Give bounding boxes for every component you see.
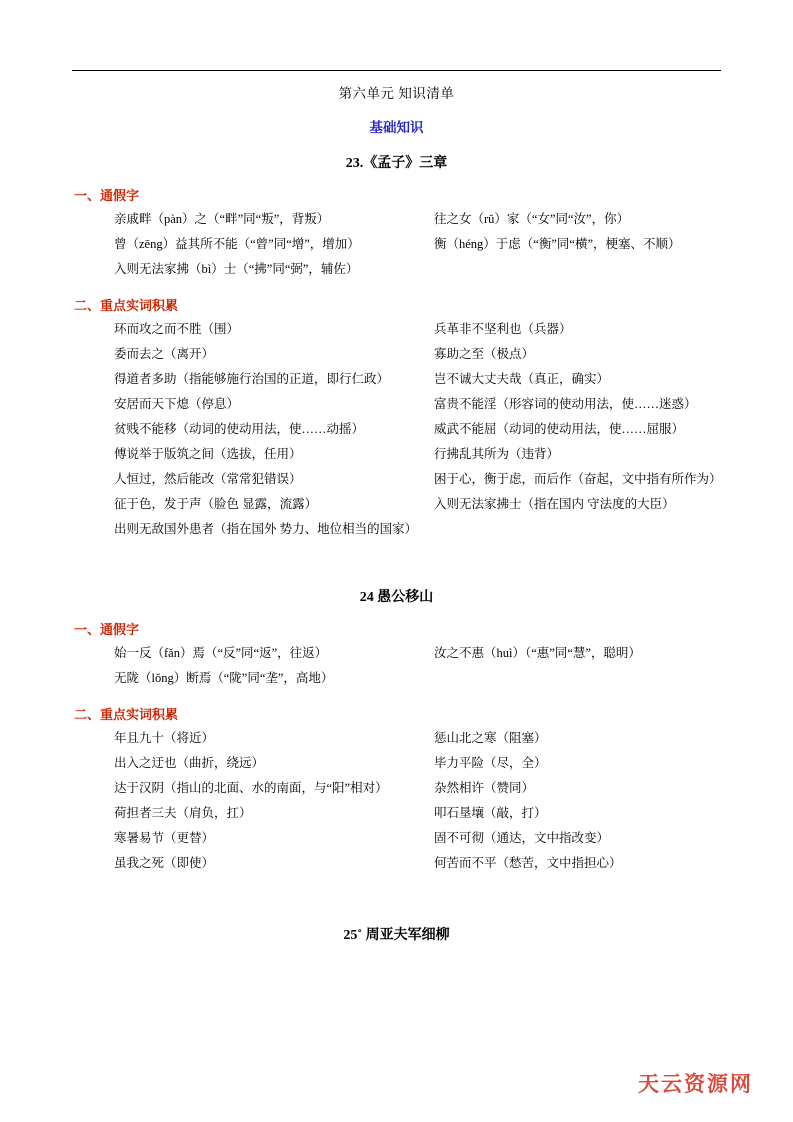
- entry-right: 惩山北之寒（阻塞）: [434, 731, 547, 745]
- entry-left: 出则无敌国外患者（指在国外 势力、地位相当的国家）: [114, 522, 418, 536]
- entry-right: 困于心，衡于虑，而后作（奋起，文中指有所作为）: [434, 472, 722, 486]
- entry-left: 无陇（lǒng）断焉（“陇”同“垄”，高地）: [114, 671, 334, 685]
- table-row: [114, 367, 721, 392]
- table-row: [114, 257, 721, 282]
- entry-left: 始一反（fǎn）焉（“反”同“返”，往返）: [114, 646, 328, 660]
- table-row: [114, 492, 721, 517]
- entry-right: 富贵不能淫（形容词的使动用法，使……迷惑）: [434, 397, 697, 411]
- entry-left: 虽我之死（即使）: [114, 856, 215, 870]
- page-title: 第六单元 知识清单: [338, 86, 455, 101]
- group-label-shici-2: 二、重点实词积累: [74, 707, 179, 722]
- subtitle-basic-knowledge: 基础知识: [369, 120, 424, 135]
- table-row: [114, 232, 721, 257]
- entry-left: 寒暑易节（更替）: [114, 831, 215, 845]
- group-label-shici-1: 二、重点实词积累: [74, 298, 179, 313]
- table-row: [114, 666, 721, 691]
- entry-left: 出入之迂也（曲折，绕远）: [114, 756, 265, 770]
- entry-right: 往之女（rǔ）家（“女”同“汝”，你）: [434, 212, 630, 226]
- entry-right: 寡助之至（极点）: [434, 347, 535, 361]
- entry-right: 衡（héng）于虑（“衡”同“横”，梗塞、不顺）: [434, 237, 681, 251]
- group-rows-shici-1: [114, 317, 721, 542]
- section-title-mengzi: 23.《孟子》三章: [345, 156, 448, 171]
- entry-left: 年且九十（将近）: [114, 731, 215, 745]
- table-row: [114, 317, 721, 342]
- table-row: [114, 442, 721, 467]
- table-row: [114, 776, 721, 801]
- table-row: [114, 517, 721, 542]
- entry-left: 曾（zēng）益其所不能（“曾”同“增”，增加）: [114, 237, 360, 251]
- entry-left: 贫贱不能移（动词的使动用法，使……动摇）: [114, 422, 365, 436]
- entry-right: 兵革非不坚利也（兵器）: [434, 322, 572, 336]
- watermark: 天云资源网: [638, 1073, 753, 1096]
- group-rows-tongjiazi-1: [114, 207, 721, 282]
- table-row: [114, 392, 721, 417]
- table-row: [114, 342, 721, 367]
- entry-left: 环而攻之而不胜（围）: [114, 322, 240, 336]
- entry-left: 得道者多助（指能够施行治国的正道，即行仁政）: [114, 372, 390, 386]
- section-title-zhouyafu: 25˚ 周亚夫军细柳: [343, 928, 450, 943]
- group-rows-shici-2: [114, 726, 721, 876]
- entry-right: 杂然相许（赞同）: [434, 781, 535, 795]
- entry-left: 达于汉阴（指山的北面、水的南面，与“阳”相对）: [114, 781, 388, 795]
- entry-right: 威武不能屈（动词的使动用法，使……屈服）: [434, 422, 685, 436]
- header-rule: [72, 70, 721, 71]
- entry-left: 荷担者三夫（肩负，扛）: [114, 806, 252, 820]
- group-label-tongjiazi-1: 一、通假字: [74, 188, 140, 203]
- entry-right: 汝之不惠（huì）（“惠”同“慧”，聪明）: [434, 646, 641, 660]
- entry-right: 固不可彻（通达，文中指改变）: [434, 831, 610, 845]
- table-row: [114, 851, 721, 876]
- section-title-yugong: 24 愚公移山: [359, 590, 434, 605]
- entry-right: 入则无法家拂士（指在国内 守法度的大臣）: [434, 497, 675, 511]
- entry-left: 亲戚畔（pàn）之（“畔”同“叛”，背叛）: [114, 212, 330, 226]
- entry-left: 安居而天下熄（停息）: [114, 397, 240, 411]
- table-row: [114, 726, 721, 751]
- entry-right: 何苦而不平（愁苦，文中指担心）: [434, 856, 622, 870]
- entry-right: 行拂乱其所为（违背）: [434, 447, 560, 461]
- table-row: [114, 641, 721, 666]
- entry-left: 委而去之（离开）: [114, 347, 215, 361]
- table-row: [114, 801, 721, 826]
- table-row: [114, 751, 721, 776]
- table-row: [114, 207, 721, 232]
- entry-right: 岂不诚大丈夫哉（真正，确实）: [434, 372, 610, 386]
- entry-left: 人恒过，然后能改（常常犯错误）: [114, 472, 302, 486]
- entry-left: 入则无法家拂（bì）士（“拂”同“弼”，辅佐）: [114, 262, 359, 276]
- group-label-tongjiazi-2: 一、通假字: [74, 622, 140, 637]
- entry-right: 毕力平险（尽，全）: [434, 756, 547, 770]
- group-rows-tongjiazi-2: [114, 641, 721, 691]
- entry-left: 征于色，发于声（脸色 显露，流露）: [114, 497, 318, 511]
- table-row: [114, 417, 721, 442]
- table-row: [114, 467, 721, 492]
- entry-left: 傅说举于版筑之间（选拔，任用）: [114, 447, 302, 461]
- entry-right: 叩石垦壤（敲，打）: [434, 806, 547, 820]
- table-row: [114, 826, 721, 851]
